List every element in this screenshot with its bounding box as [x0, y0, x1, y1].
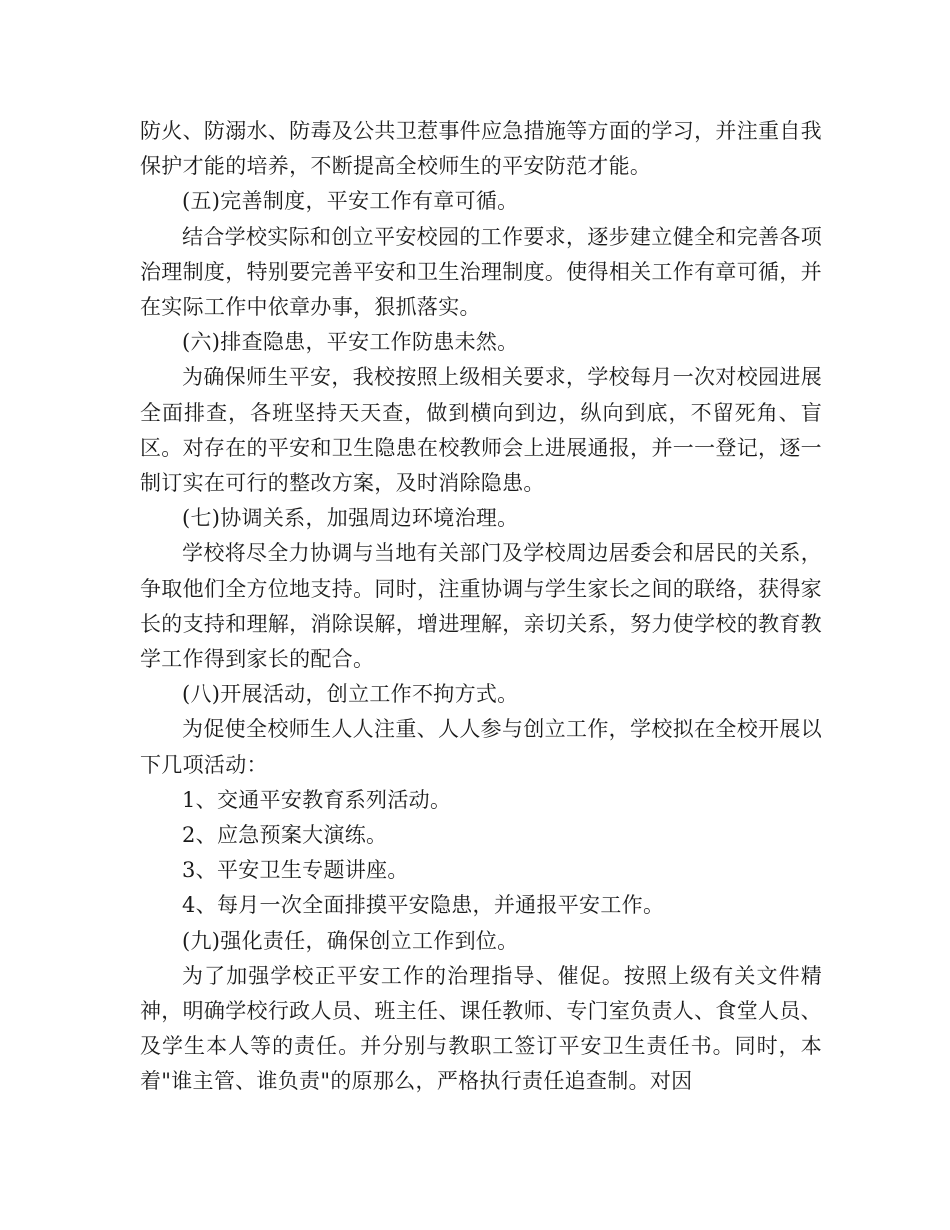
section-heading-8: (八)开展活动，创立工作不拘方式。 — [182, 682, 519, 707]
list-item: 4、每月一次全面排摸平安隐患，并通报平安工作。 — [182, 893, 665, 918]
paragraph: 为确保师生平安，我校按照上级相关要求，学校每月一次对校园进展全面排查，各班坚持天天查，做到横向到边，纵向到底，不留死角、盲区。对存在的平安和卫生隐患在校教师会上进展通报，并一一登记，逐一制订实在可行的整改方案，及时消除隐患。 — [140, 365, 822, 496]
list-item: 3、平安卫生专题讲座。 — [182, 858, 409, 883]
section-heading-7: (七)协调关系，加强周边环境治理。 — [182, 506, 519, 531]
paragraph: 为促使全校师生人人注重、人人参与创立工作，学校拟在全校开展以下几项活动： — [140, 717, 822, 777]
paragraph: 结合学校实际和创立平安校园的工作要求，逐步建立健全和完善各项治理制度，特别要完善平安和卫生治理制度。使得相关工作有章可循，并在实际工作中依章办事，狠抓落实。 — [140, 224, 822, 320]
section-heading-5: (五)完善制度，平安工作有章可循。 — [182, 189, 519, 214]
document-body — [140, 114, 822, 1100]
paragraph: 为了加强学校正平安工作的治理指导、催促。按照上级有关文件精神，明确学校行政人员、班主任、课任教师、专门室负责人、食堂人员、及学生本人等的责任。并分别与教职工签订平安卫生责任书。同时，本着"谁主管、谁负责"的原那么，严格执行责任追查制。对因 — [140, 963, 822, 1094]
paragraph: 学校将尽全力协调与当地有关部门及学校周边居委会和居民的关系，争取他们全方位地支持。同时，注重协调与学生家长之间的联络，获得家长的支持和理解，消除误解，增进理解，亲切关系，努力使学校的教育教学工作得到家长的配合。 — [140, 541, 822, 672]
paragraph-continued: 防火、防溺水、防毒及公共卫惹事件应急措施等方面的学习，并注重自我保护才能的培养，不断提高全校师生的平安防范才能。 — [140, 119, 822, 179]
list-item: 1、交通平安教育系列活动。 — [182, 787, 452, 812]
section-heading-6: (六)排查隐患，平安工作防患未然。 — [182, 330, 519, 355]
section-heading-9: (九)强化责任，确保创立工作到位。 — [182, 928, 519, 953]
list-item: 2、应急预案大演练。 — [182, 823, 388, 848]
